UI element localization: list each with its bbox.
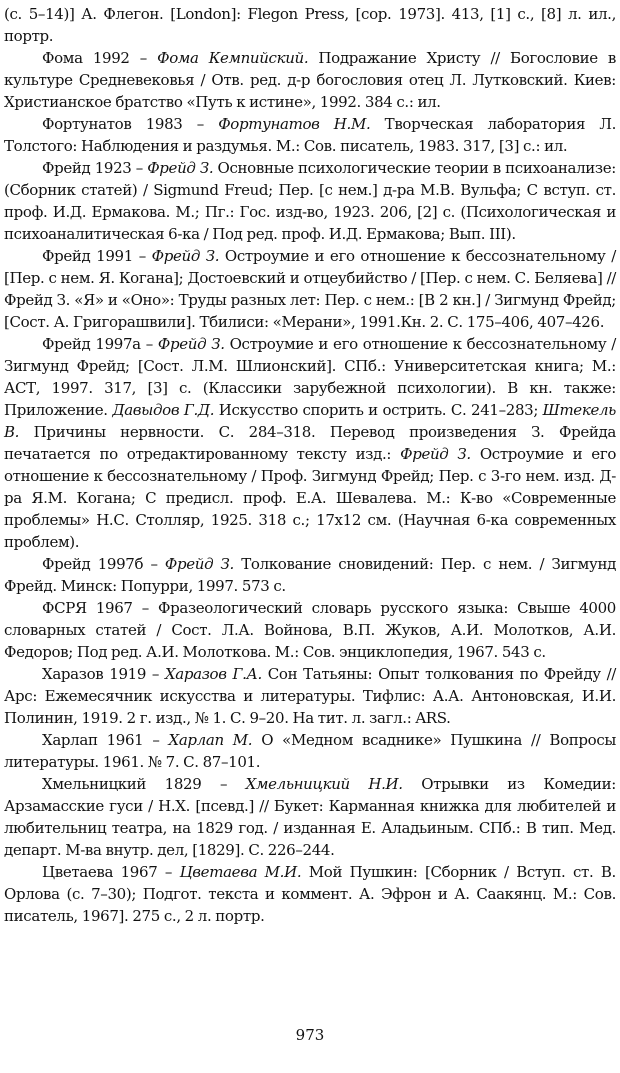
entry-text: Фома 1992 – <box>42 49 158 67</box>
entry-text: Творческая лаборатория Л. Толстого: Наблюдения и раздумья. М.: Сов. писатель, 1983. 317, [3] с.: ил. <box>4 115 616 155</box>
entry-text: Харазов 1919 – <box>42 665 165 683</box>
entry-text: Фрейд 1923 – <box>42 159 148 177</box>
entry-text: Фрейд 1997а – <box>42 335 158 353</box>
author-name: Штекель В. <box>4 401 616 441</box>
entry-text: Основные психологические теории в психоанализе: (Сборник статей) / Sigmund Freud; Пер. [с нем.] д-ра М.В. Вульфа; С вступ. ст. проф. И.Д. Ермакова. М.; Пг.: Гос. изд-во, 1923. 206, [2] с. (Психологическая и психоаналитическая 6-ка / Под ред. проф. И.Д. Ермакова; Вып. III). <box>4 159 616 243</box>
author-name: Фрейд З. <box>164 555 234 573</box>
bibliography-entry <box>4 597 616 663</box>
entry-text: Фрейд 1991 – <box>42 247 152 265</box>
author-name: Харазов Г.А. <box>164 665 262 683</box>
bibliography-entry <box>4 729 616 773</box>
entry-text: Причины нервности. С. 284–318. Перевод произведения З. Фрейда печатается по отредактированному тексту изд.: <box>4 423 616 463</box>
author-name: Фортунатов Н.М. <box>218 115 371 133</box>
author-name: Харлап М. <box>168 731 253 749</box>
bibliography-entry <box>4 245 616 333</box>
entry-text: Отрывки из Комедии: Арзамасские гуси / Н.Х. [псевд.] // Букет: Карманная книжка для любителей и любительниц театра, на 1829 год. / изданная Е. Аладьиным. СПб.: В тип. Мед. департ. М-ва внутр. дел, [1829]. С. 226–244. <box>4 775 616 859</box>
entry-text: Харлап 1961 – <box>42 731 169 749</box>
bibliography-entry <box>4 861 616 927</box>
author-name: Хмельницкий Н.И. <box>245 775 403 793</box>
bibliography-entry <box>4 333 616 553</box>
bibliography-entry <box>4 47 616 113</box>
bibliography-entry <box>4 773 616 861</box>
entry-text: Остроумие и его отношение к бессознательному / Проф. Зигмунд Фрейд; Пер. с 3-го нем. изд. Д-ра Я.М. Когана; С предисл. проф. Е.А. Шевалева. М.: К-во «Современные проблемы» Н.С. Столляр, 1925. 318 с.; 17x12 см. (Научная 6-ка современных проблем). <box>4 445 617 551</box>
author-name: Фома Кемпийский. <box>157 49 309 67</box>
author-name: Фрейд З. <box>147 159 214 177</box>
entry-text: Искусство спорить и острить. С. 241–283; <box>214 401 543 419</box>
entry-text: Остроумие и его отношение к бессознательному / Зигмунд Фрейд; [Сост. Л.М. Шлионский]. СПб.: Университетская книга; М.: АСТ, 1997. 317, [3] с. (Классики зарубежной психологии). В кн. также: Приложение. <box>4 335 616 419</box>
bibliography-entry <box>4 663 616 729</box>
bibliography-entry <box>4 113 616 157</box>
page-number: 973 <box>295 1026 325 1044</box>
entry-text: ФСРЯ 1967 – Фразеологический словарь русского языка: Свыше 4000 словарных статей / Сост. Л.А. Войнова, В.П. Жуков, А.И. Молотков, А.И. Федоров; Под ред. А.И. Молоткова. М.: Сов. энциклопедия, 1967. 543 с. <box>4 599 616 661</box>
author-name: Цветаева М.И. <box>179 863 302 881</box>
author-name: Фрейд З. <box>151 247 220 265</box>
bibliography-entry <box>4 553 616 597</box>
author-name: Фрейд З. <box>157 335 225 353</box>
entry-text: (с. 5–14)] А. Флегон. [London]: Flegon Press, [cop. 1973]. 413, [1] с., [8] л. ил., портр. <box>4 5 616 45</box>
author-name: Фрейд З. <box>400 445 471 463</box>
entry-text: Фортунатов 1983 – <box>42 115 219 133</box>
entry-text: Сон Татьяны: Опыт толкования по Фрейду // Арс: Ежемесячник искусства и литературы. Тифлис: А.А. Антоновская, И.И. Полинин, 1919. 2 г. изд., № 1. С. 9–20. На тит. л. загл.: ARS. <box>4 665 616 727</box>
entry-text: О «Медном всаднике» Пушкина // Вопросы литературы. 1961. № 7. С. 87–101. <box>4 731 616 771</box>
author-name: Давыдов Г.Д. <box>112 401 215 419</box>
entry-text: Подражание Христу // Богословие в культуре Средневековья / Отв. ред. д-р богословия отец Л. Лутковский. Киев: Христианское братство «Путь к истине», 1992. 384 с.: ил. <box>4 49 616 111</box>
entry-text: Мой Пушкин: [Сборник / Вступ. ст. В. Орлова (с. 7–30); Подгот. текста и коммент. А. Эфрон и А. Саакянц. М.: Сов. писатель, 1967]. 275 с., 2 л. портр. <box>4 863 616 925</box>
entry-text: Хмельницкий 1829 – <box>42 775 246 793</box>
bibliography-entry <box>4 3 616 47</box>
entry-text: Цветаева 1967 – <box>42 863 180 881</box>
bibliography-page <box>4 3 616 1069</box>
entry-text: Толкование сновидений: Пер. с нем. / Зигмунд Фрейд. Минск: Попурри, 1997. 573 с. <box>4 555 616 595</box>
bibliography-entry <box>4 157 616 245</box>
entry-text: Остроумие и его отношение к бессознательному / [Пер. с нем. Я. Когана]; Достоевский и отцеубийство / [Пер. с нем. С. Беляева] // Фрейд З. «Я» и «Оно»: Труды разных лет: Пер. с нем.: [В 2 кн.] / Зигмунд Фрейд; [Сост. А. Григорашвили]. Тбилиси: «Мерани», 1991.Кн. 2. С. 175–406, 407–426. <box>4 247 616 331</box>
entry-text: Фрейд 1997б – <box>42 555 165 573</box>
